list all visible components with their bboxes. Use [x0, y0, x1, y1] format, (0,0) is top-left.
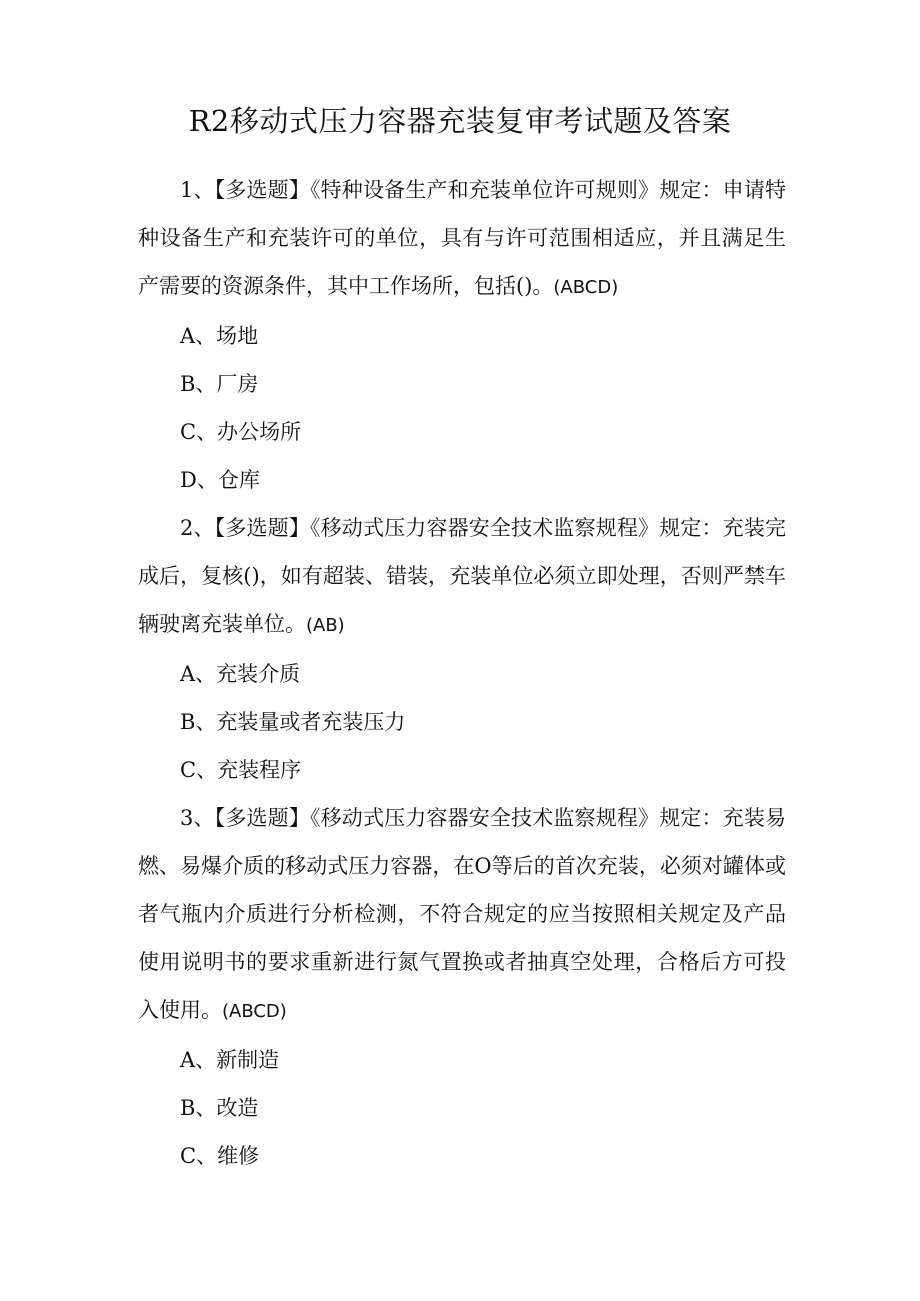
option-3c: C、维修 [180, 1144, 260, 1168]
question-answer: (AB) [306, 615, 345, 636]
option-1a: A、场地 [180, 324, 259, 348]
option-1d: D、仓库 [180, 468, 260, 492]
question-list [138, 166, 786, 1180]
option-2b: B、充装量或者充装压力 [180, 710, 406, 734]
question-text: 2、【多选题】《移动式压力容器安全技术监察规程》规定：充装完成后，复核()，如有超装、错装，充装单位必须立即处理，否则严禁车辆驶离充装单位。 [138, 516, 786, 636]
question-text: 1、【多选题】《特种设备生产和充装单位许可规则》规定：申请特种设备生产和充装许可的单位，具有与许可范围相适应，并且满足生产需要的资源条件，其中工作场所，包括()。 [138, 178, 786, 298]
question-answer: (ABCD) [222, 1001, 287, 1022]
question-2 [138, 504, 786, 650]
option-3a: A、新制造 [180, 1048, 280, 1072]
option-3b: B、改造 [180, 1096, 259, 1120]
option-2c: C、充装程序 [180, 758, 302, 782]
question-answer: (ABCD) [553, 277, 619, 298]
option-1b: B、厂房 [180, 372, 259, 396]
option-1c: C、办公场所 [180, 420, 302, 444]
question-3 [138, 794, 786, 1036]
document-title: R2移动式压力容器充装复审考试题及答案 [188, 104, 732, 138]
option-2a: A、充装介质 [180, 662, 301, 686]
question-text: 3、【多选题】《移动式压力容器安全技术监察规程》规定：充装易燃、易爆介质的移动式压力容器，在O等后的首次充装，必须对罐体或者气瓶内介质进行分析检测，不符合规定的应当按照相关规定及产品使用说明书的要求重新进行氮气置换或者抽真空处理，合格后方可投入使用。 [138, 806, 786, 1022]
question-1 [138, 166, 786, 312]
